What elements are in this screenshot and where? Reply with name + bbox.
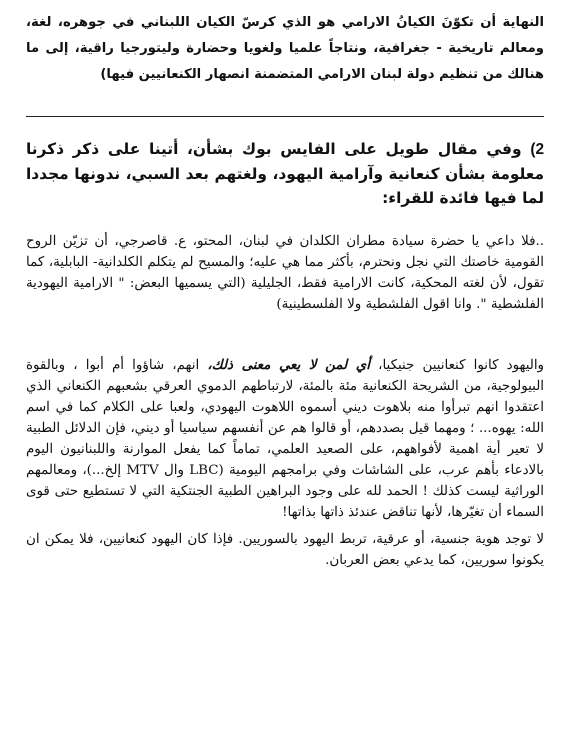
quote-paragraph: ..فلا داعي يا حضرة سيادة مطران الكلدان في لبنان، المحتو، ع. قاصرجي، أن تزيّن الروح القومية خاصتك التي نجل ونحترم، بأكثر مما هي عليه؛ والمسيح لم يتكلم الكلدانية- البابلية، كما تقول، لأن لغته المحكية، كانت الارامية فقط، الجليلية (التي يسميها البعض: " الارامية اليهودية الفلشطية ". وانا اقول الفلشطية ولا الفلسطينية) bbox=[26, 234, 544, 312]
section-heading-text: وفي مقال طويل على الفايس بوك بشأن، أتينا على ذكر ذكرنا معلومة بشأن كنعانية وآرامية اليهود، ولغتهم بعد السبي، ندونها مجددا لما فيها فائدة للقراء: bbox=[26, 140, 544, 207]
paragraph-no-identity: لا توجد هوية جنسية، أو عرقية، تربط اليهود بالسوريين. فإذا كان اليهود كنعانيين، فلا يمكن ان يكونوا سوريين، كما يدعي بعض العربان. bbox=[26, 532, 544, 568]
paragraph-text-rest: انهم، شاؤوا أم أبوا ، وبالقوة البيولوجية، من الشريحة الكنعانية مئة بالمئة، لارتباطهم الدموي العرقي بشعبهم الكنعاني الذي اعتقدوا انهم تبرأوا منه بلاهوت ديني أسموه اللاهوت اليهودي، ولعبا على الكلام كما في اسم الله: يهوه... ؛ ومهما قيل بصددهم، أو قالوا هم عن أنفسهم سياسيا أو ديني، فإن الدلائل الطبية لا تعير أية اهمية لأفواههم، على الصعيد العلمي، تماماً كما يفعل الموارنة واللبنانيون اليوم بالادعاء بأهم عرب، على الشاشات وفي برامجهم اليومية (LBC وال MTV إلخ...)، ومعالمهم الوراثية ليست كذلك ! الحمد لله على وجود البراهين الطبية الجنتكية التي لا تستطيع حتى قوى السماء أن تغيّرها، لأنها تناقض عندئذ ذاتها بذاتها! bbox=[26, 358, 544, 520]
paragraph-intro: النهاية أن تكوّنَ الكيانُ الارامي هو الذي كرسّ الكيان اللبناني في جوهره، لغة، ومعالم تاريخية - جغرافية، ونتاجاً علميا ولغويا وحضارة وليتورجيا راقية، إلى ما هنالك من تنظيم دولة لبنان الارامي المتضمنة انصهار الكنعانيين فيها) bbox=[26, 15, 544, 82]
paragraph-text-start: واليهود كانوا كنعانيين جنيكيا، bbox=[378, 358, 545, 373]
emphasized-phrase: أي لمن لا يعي معنى ذلك، bbox=[207, 357, 370, 373]
section-number: 2) bbox=[530, 141, 545, 158]
section-2-heading bbox=[26, 137, 544, 210]
section-divider bbox=[26, 116, 544, 117]
paragraph-jews-canaanites bbox=[26, 355, 544, 523]
